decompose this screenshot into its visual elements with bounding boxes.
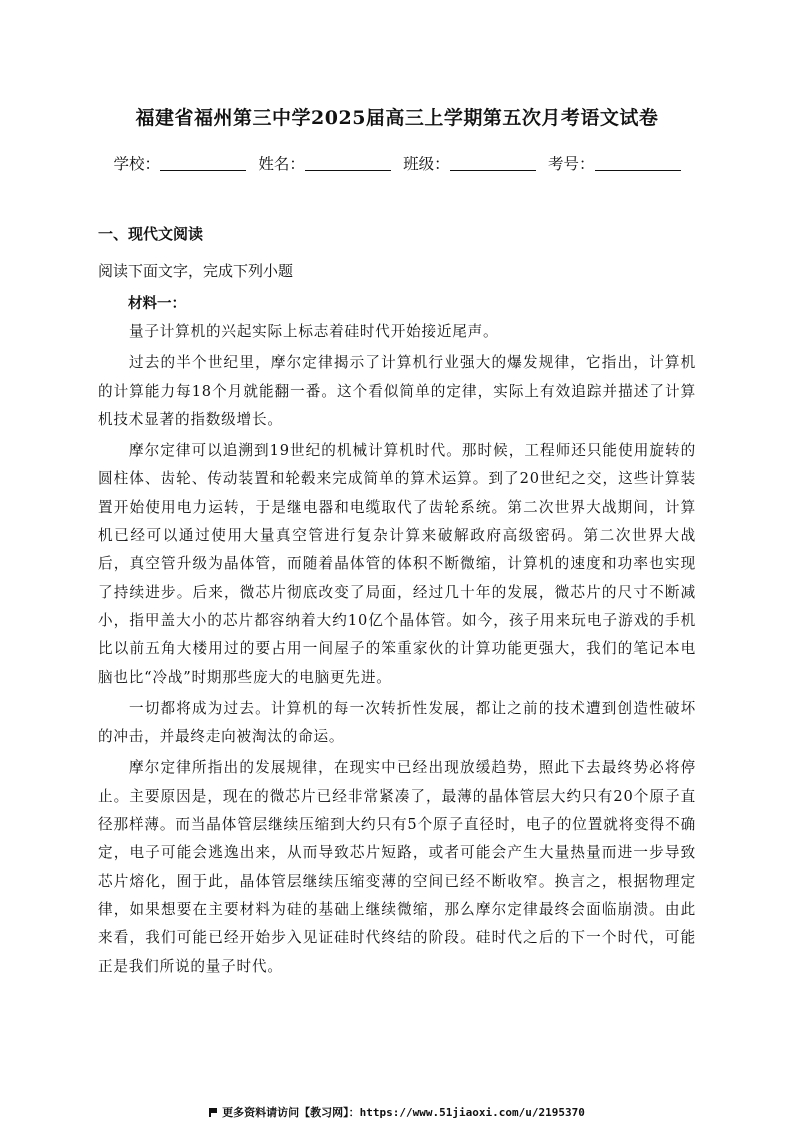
reading-instruction: 阅读下面文字，完成下列小题 [98, 262, 294, 280]
school-blank[interactable] [160, 154, 246, 171]
student-info-line [0, 152, 794, 174]
exam-number-blank[interactable] [595, 154, 681, 171]
footer-link-line[interactable] [0, 1104, 794, 1120]
class-blank[interactable] [450, 154, 536, 171]
paragraph: 摩尔定律可以追溯到19世纪的机械计算机时代。那时候，工程师还只能使用旋转的圆柱体、齿轮、传动装置和轮毂来完成简单的算术运算。到了20世纪之交，这些计算装置开始使用电力运转，于是继电器和电缆取代了齿轮系统。第二次世界大战期间，计算机已经可以通过使用大量真空管进行复杂计算来破解政府高级密码。第二次世界大战后，真空管升级为晶体管，而随着晶体管的体积不断微缩，计算机的速度和功率也实现了持续进步。后来，微芯片彻底改变了局面，经过几十年的发展，微芯片的尺寸不断减小，指甲盖大小的芯片都容纳着大约10亿个晶体管。如今，孩子用来玩电子游戏的手机比以前五角大楼用过的要占用一间屋子的笨重家伙的计算功能更强大，我们的笔记本电脑也比“冷战”时期那些庞大的电脑更先进。 [98, 442, 696, 686]
exam-title: 福建省福州第三中学2025届高三上学期第五次月考语文试卷 [135, 107, 659, 129]
paragraph: 过去的半个世纪里，摩尔定律揭示了计算机行业强大的爆发规律，它指出，计算机的计算能力每18个月就能翻一番。这个看似简单的定律，实际上有效追踪并描述了计算机技术显著的指数级增长。 [98, 354, 696, 428]
name-blank[interactable] [305, 154, 391, 171]
section-heading: 一、现代文阅读 [98, 225, 204, 243]
flag-icon [209, 1108, 219, 1117]
school-field: 学校： [114, 152, 247, 174]
paragraph: 一切都将成为过去。计算机的每一次转折性发展，都让之前的技术遭到创造性破坏的冲击，并最终走向被淘汰的命运。 [98, 699, 696, 746]
exam-number-field: 考号： [548, 152, 681, 174]
name-field: 姓名： [258, 152, 391, 174]
paragraph: 摩尔定律所指出的发展规律，在现实中已经出现放缓趋势，照此下去最终势必将停止。主要原因是，现在的微芯片已经非常紧凑了，最薄的晶体管层大约只有20个原子直径那样薄。而当晶体管层继续压缩到大约只有5个原子直径时，电子的位置就将变得不确定，电子可能会逃逸出来，从而导致芯片短路，或者可能会产生大量热量而进一步导致芯片熔化，囿于此，晶体管层继续压缩变薄的空间已经不断收窄。换言之，根据物理定律，如果想要在主要材料为硅的基础上继续微缩，那么摩尔定律最终会面临崩溃。由此来看，我们可能已经开始步入见证硅时代终结的阶段。硅时代之后的下一个时代，可能正是我们所说的量子时代。 [98, 759, 696, 975]
footer-text[interactable]: 更多资料请访问【教习网】：https://www.51jiaoxi.com/u/2195370 [222, 1106, 585, 1119]
class-field: 班级： [403, 152, 536, 174]
material-label: 材料一： [128, 295, 186, 312]
paragraph: 量子计算机的兴起实际上标志着硅时代开始接近尾声。 [129, 323, 499, 340]
passage-body [98, 318, 696, 984]
